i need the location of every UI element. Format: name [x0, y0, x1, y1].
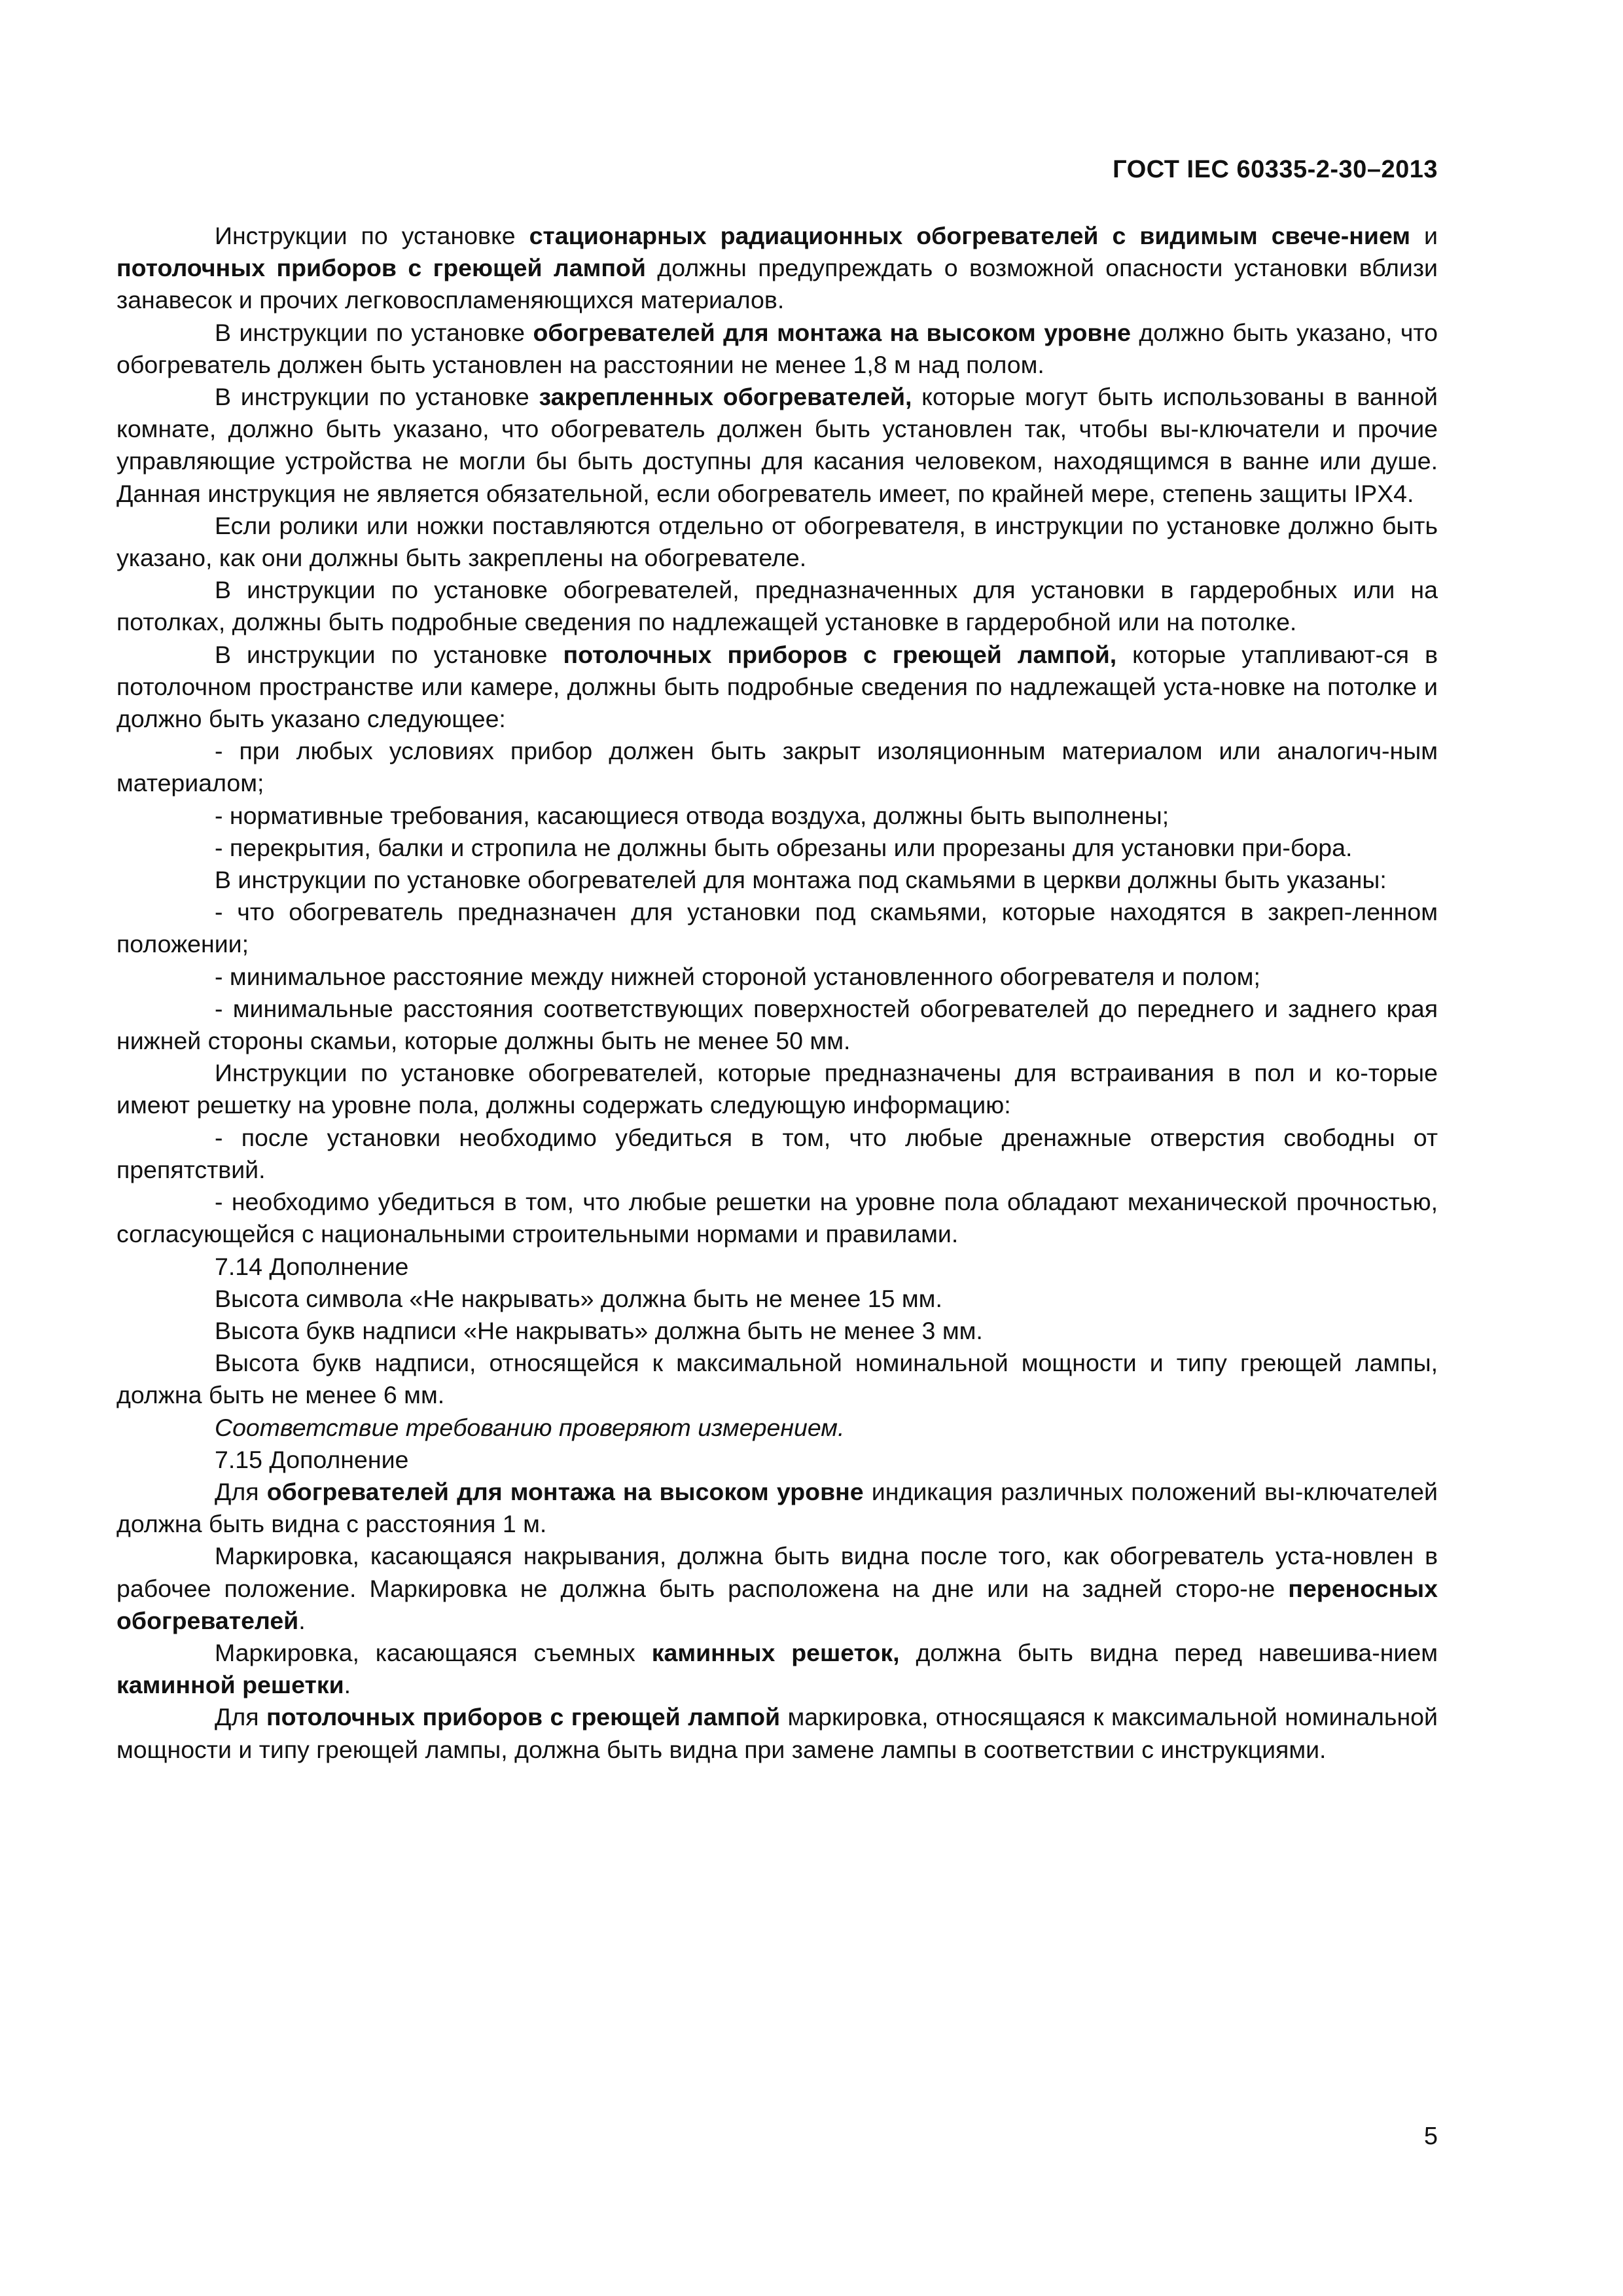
text-run: Для	[215, 1703, 266, 1731]
text-run: Инструкции по установке	[215, 222, 529, 249]
bold-term: обогревателей для монтажа на высоком уровне	[533, 318, 1131, 346]
paragraph	[116, 832, 1438, 864]
bold-term: обогревателей для монтажа на высоком уровне	[266, 1477, 864, 1505]
bold-term: потолочных приборов с греющей лампой	[116, 254, 646, 282]
bold-term: стационарных радиационных обогревателей с видимым свече-нием	[529, 222, 1411, 249]
bold-term: каминной решетки	[116, 1671, 344, 1699]
page-number: 5	[1423, 2123, 1438, 2150]
text-run: маркировка, относящаяся к максимальной номинальной мощности и типу греющей лампы, должна быть видна при замене лампы в соответствии с инструкциями.	[116, 1703, 1438, 1763]
text-run: - минимальное расстояние между нижней стороной установленного обогревателя и полом;	[215, 962, 1260, 990]
paragraph	[116, 1186, 1438, 1250]
paragraph	[116, 1412, 1438, 1444]
paragraph	[116, 1122, 1438, 1186]
text-run: - нормативные требования, касающиеся отвода воздуха, должны быть выполнены;	[215, 801, 1169, 829]
paragraph	[116, 896, 1438, 960]
paragraph	[116, 1701, 1438, 1765]
paragraph	[116, 1347, 1438, 1411]
paragraph	[116, 1540, 1438, 1637]
text-run: и	[1410, 222, 1438, 249]
text-run: Если ролики или ножки поставляются отдельно от обогревателя, в инструкции по установке должно быть указано, как они должны быть закреплены на обогревателе.	[116, 511, 1438, 572]
text-run: .	[298, 1606, 306, 1634]
paragraph	[116, 220, 1438, 317]
text-run: должно быть указано, что обогреватель должен быть установлен на расстоянии не менее 1,8 м над полом.	[116, 318, 1438, 378]
text-run: Высота символа «Не накрывать» должна быть не менее 15 мм.	[215, 1284, 942, 1312]
paragraph	[116, 639, 1438, 736]
text-run: В инструкции по установке	[215, 640, 563, 668]
text-run: В инструкции по установке	[215, 383, 539, 411]
paragraph	[116, 1476, 1438, 1540]
text-run: 7.15 Дополнение	[215, 1445, 409, 1473]
paragraph	[116, 510, 1438, 574]
text-run: - при любых условиях прибор должен быть закрыт изоляционным материалом или аналогич-ным материалом;	[116, 737, 1438, 797]
text-run: 7.14 Дополнение	[215, 1252, 409, 1280]
paragraph	[116, 1444, 1438, 1476]
paragraph	[116, 317, 1438, 381]
paragraph	[116, 381, 1438, 510]
paragraph	[116, 1315, 1438, 1347]
paragraph	[116, 574, 1438, 638]
text-run: Высота букв надписи, относящейся к максимальной номинальной мощности и типу греющей лампы, должна быть не менее 6 мм.	[116, 1349, 1438, 1409]
text-run: В инструкции по установке обогревателей для монтажа под скамьями в церкви должны быть указаны:	[215, 866, 1387, 894]
paragraph	[116, 993, 1438, 1057]
document-body	[116, 220, 1438, 1766]
paragraph	[116, 800, 1438, 832]
paragraph	[116, 961, 1438, 993]
text-run: - после установки необходимо убедиться в том, что любые дренажные отверстия свободны от препятствий.	[116, 1123, 1438, 1183]
text-run: - что обогреватель предназначен для установки под скамьями, которые находятся в закреп-ленном положении;	[116, 898, 1438, 958]
text-run: Для	[215, 1477, 267, 1505]
text-run: .	[344, 1671, 351, 1699]
italic-text: Соответствие требованию проверяют измерением.	[215, 1413, 845, 1441]
text-run: Высота букв надписи «Не накрывать» должна быть не менее 3 мм.	[215, 1316, 983, 1344]
text-run: Инструкции по установке обогревателей, которые предназначены для встраивания в пол и ко-торые имеют решетку на уровне пола, должны содержать следующую информацию:	[116, 1059, 1438, 1119]
paragraph	[116, 1057, 1438, 1121]
text-run: которые могут быть использованы в ванной комнате, должно быть указано, что обогреватель должен быть установлен так, чтобы вы-ключатели и прочие управляющие устройства не могли бы быть доступны для касания человеком, находящимся в ванне или душе. Данная инструкция не является обязательной, если обогреватель имеет, по крайней мере, степень защиты IPX4.	[116, 383, 1438, 507]
bold-term: закрепленных обогревателей,	[539, 383, 912, 411]
bold-term: переносных обогревателей	[116, 1574, 1438, 1634]
text-run: - минимальные расстояния соответствующих поверхностей обогревателей до переднего и заднего края нижней стороны скамьи, которые должны быть не менее 50 мм.	[116, 994, 1438, 1055]
bold-term: потолочных приборов с греющей лампой,	[563, 640, 1117, 668]
paragraph	[116, 1251, 1438, 1283]
text-run: В инструкции по установке обогревателей, предназначенных для установки в гардеробных или на потолках, должны быть подробные сведения по надлежащей установке в гардеробной или на потолке.	[116, 576, 1438, 636]
text-run: должна быть видна перед навешива-нием	[899, 1638, 1438, 1666]
text-run: В инструкции по установке	[215, 318, 533, 346]
paragraph	[116, 1637, 1438, 1701]
text-run: - необходимо убедиться в том, что любые решетки на уровне пола обладают механической прочностью, согласующейся с национальными строительными нормами и правилами.	[116, 1188, 1438, 1248]
text-run: индикация различных положений вы-ключателей должна быть видна с расстояния 1 м.	[116, 1477, 1438, 1538]
paragraph	[116, 735, 1438, 799]
text-run: должны предупреждать о возможной опасности установки вблизи занавесок и прочих легковоспламеняющихся материалов.	[116, 254, 1438, 314]
paragraph	[116, 1283, 1438, 1315]
text-run: которые утапливают-ся в потолочном пространстве или камере, должны быть подробные сведения по надлежащей уста-новке на потолке и должно быть указано следующее:	[116, 640, 1438, 733]
text-run: Маркировка, касающаяся съемных	[215, 1638, 652, 1666]
bold-term: каминных решеток,	[651, 1638, 900, 1666]
bold-term: потолочных приборов с греющей лампой	[266, 1703, 781, 1731]
text-run: Маркировка, касающаяся накрывания, должна быть видна после того, как обогреватель уста-новлен в рабочее положение. Маркировка не должна быть расположена на дне или на задней сторо-не	[116, 1542, 1438, 1602]
text-run: - перекрытия, балки и стропила не должны быть обрезаны или прорезаны для установки при-бора.	[215, 833, 1353, 861]
standard-header: ГОСТ IEC 60335-2-30–2013	[1113, 156, 1438, 183]
paragraph	[116, 864, 1438, 896]
